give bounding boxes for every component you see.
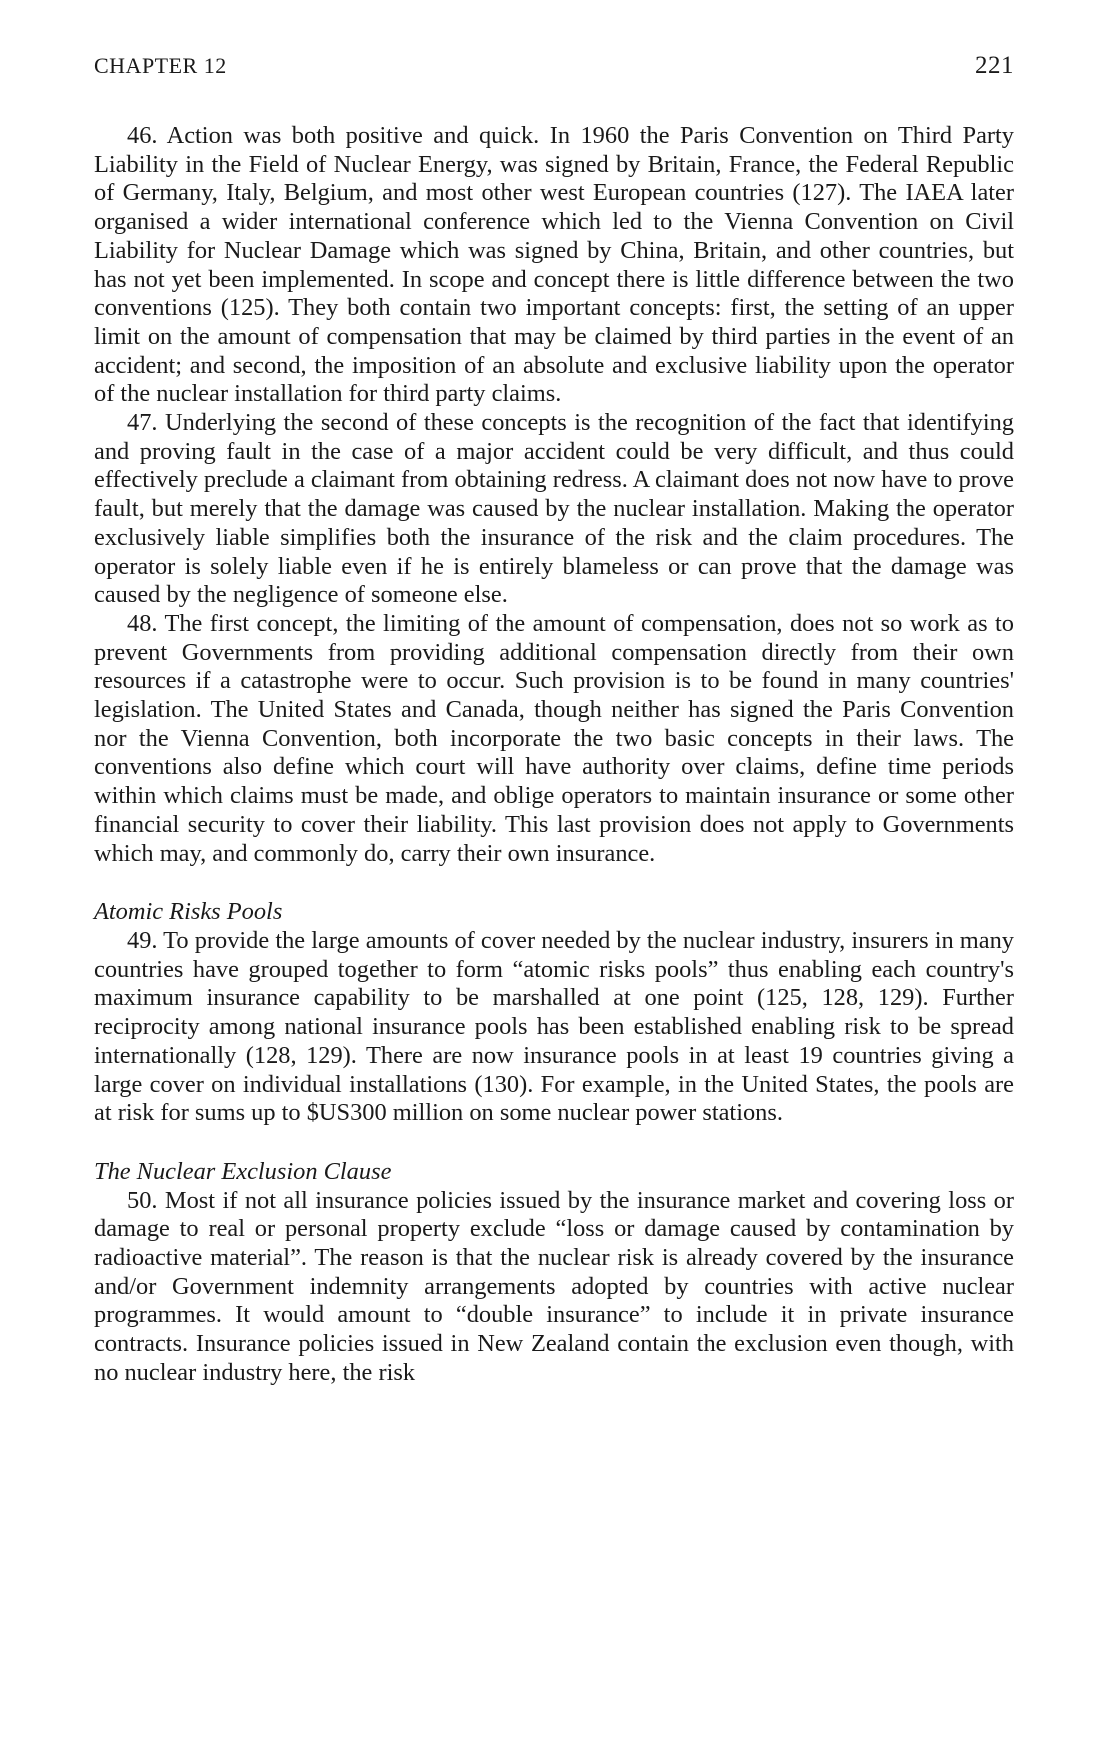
paragraph-46: 46. Action was both positive and quick. In 1960 the Paris Convention on Third Party Liability in the Field of Nuclear Energy, was signed by Britain, France, the Federal Republic of Germany, Italy, Belgium, and most other west European countries (127). The IAEA later organised a wider international conference which led to the Vienna Convention on Civil Liability for Nuclear Damage which was signed by China, Britain, and other countries, but has not yet been implemented. In scope and concept there is little difference between the two conventions (125). They both contain two important concepts: first, the setting of an upper limit on the amount of compensation that may be claimed by third parties in the event of an accident; and second, the imposition of an absolute and exclusive liability upon the operator of the nuclear installation for third party claims. <box>94 122 1014 408</box>
section-spacer <box>94 868 1014 898</box>
paragraph-48: 48. The first concept, the limiting of the amount of compensation, does not so work as to prevent Governments from providing additional compensation directly from their own resources if a catastrophe were to occur. Such provision is to be found in many countries' legislation. The United States and Canada, though neither has signed the Paris Convention nor the Vienna Convention, both incorporate the two basic concepts in their laws. The conventions also define which court will have authority over claims, define time periods within which claims must be made, and oblige operators to maintain insurance or some other financial security to cover their liability. This last provision does not apply to Governments which may, and commonly do, carry their own insurance. <box>94 609 1014 867</box>
paragraph-47: 47. Underlying the second of these concepts is the recognition of the fact that identifying and proving fault in the case of a major accident could be very difficult, and thus could effectively preclude a claimant from obtaining redress. A claimant does not now have to prove fault, but merely that the damage was caused by the nuclear installation. Making the operator exclusively liable simplifies both the insurance of the risk and the claim procedures. The operator is solely liable even if he is entirely blameless or can prove that the damage was caused by the negligence of someone else. <box>94 409 1014 609</box>
section-heading-atomic-risks-pools: Atomic Risks Pools <box>94 898 283 926</box>
page-body <box>94 122 1014 1388</box>
section-heading-nuclear-exclusion-clause: The Nuclear Exclusion Clause <box>94 1157 392 1185</box>
paragraph-50: 50. Most if not all insurance policies issued by the insurance market and covering loss or damage to real or personal property exclude “loss or damage caused by contamination by radioactive material”. The reason is that the nuclear risk is already covered by the insurance and/or Government indemnity arrangements adopted by countries with active nuclear programmes. It would amount to “double insurance” to include it in private insurance contracts. Insurance policies issued in New Zealand contain the exclusion even though, with no nuclear industry here, the risk <box>94 1186 1014 1386</box>
chapter-label: CHAPTER 12 <box>94 53 227 78</box>
section-spacer <box>94 1128 1014 1158</box>
running-header <box>94 52 1014 86</box>
page-number: 221 <box>975 52 1014 79</box>
paragraph-49: 49. To provide the large amounts of cover needed by the nuclear industry, insurers in many countries have grouped together to form “atomic risks pools” thus enabling each country's maximum insurance capability to be marshalled at one point (125, 128, 129). Further reciprocity among national insurance pools has been established enabling risk to be spread internationally (128, 129). There are now insurance pools in at least 19 countries giving a large cover on individual installations (130). For example, in the United States, the pools are at risk for sums up to $US300 million on some nuclear power stations. <box>94 926 1014 1127</box>
